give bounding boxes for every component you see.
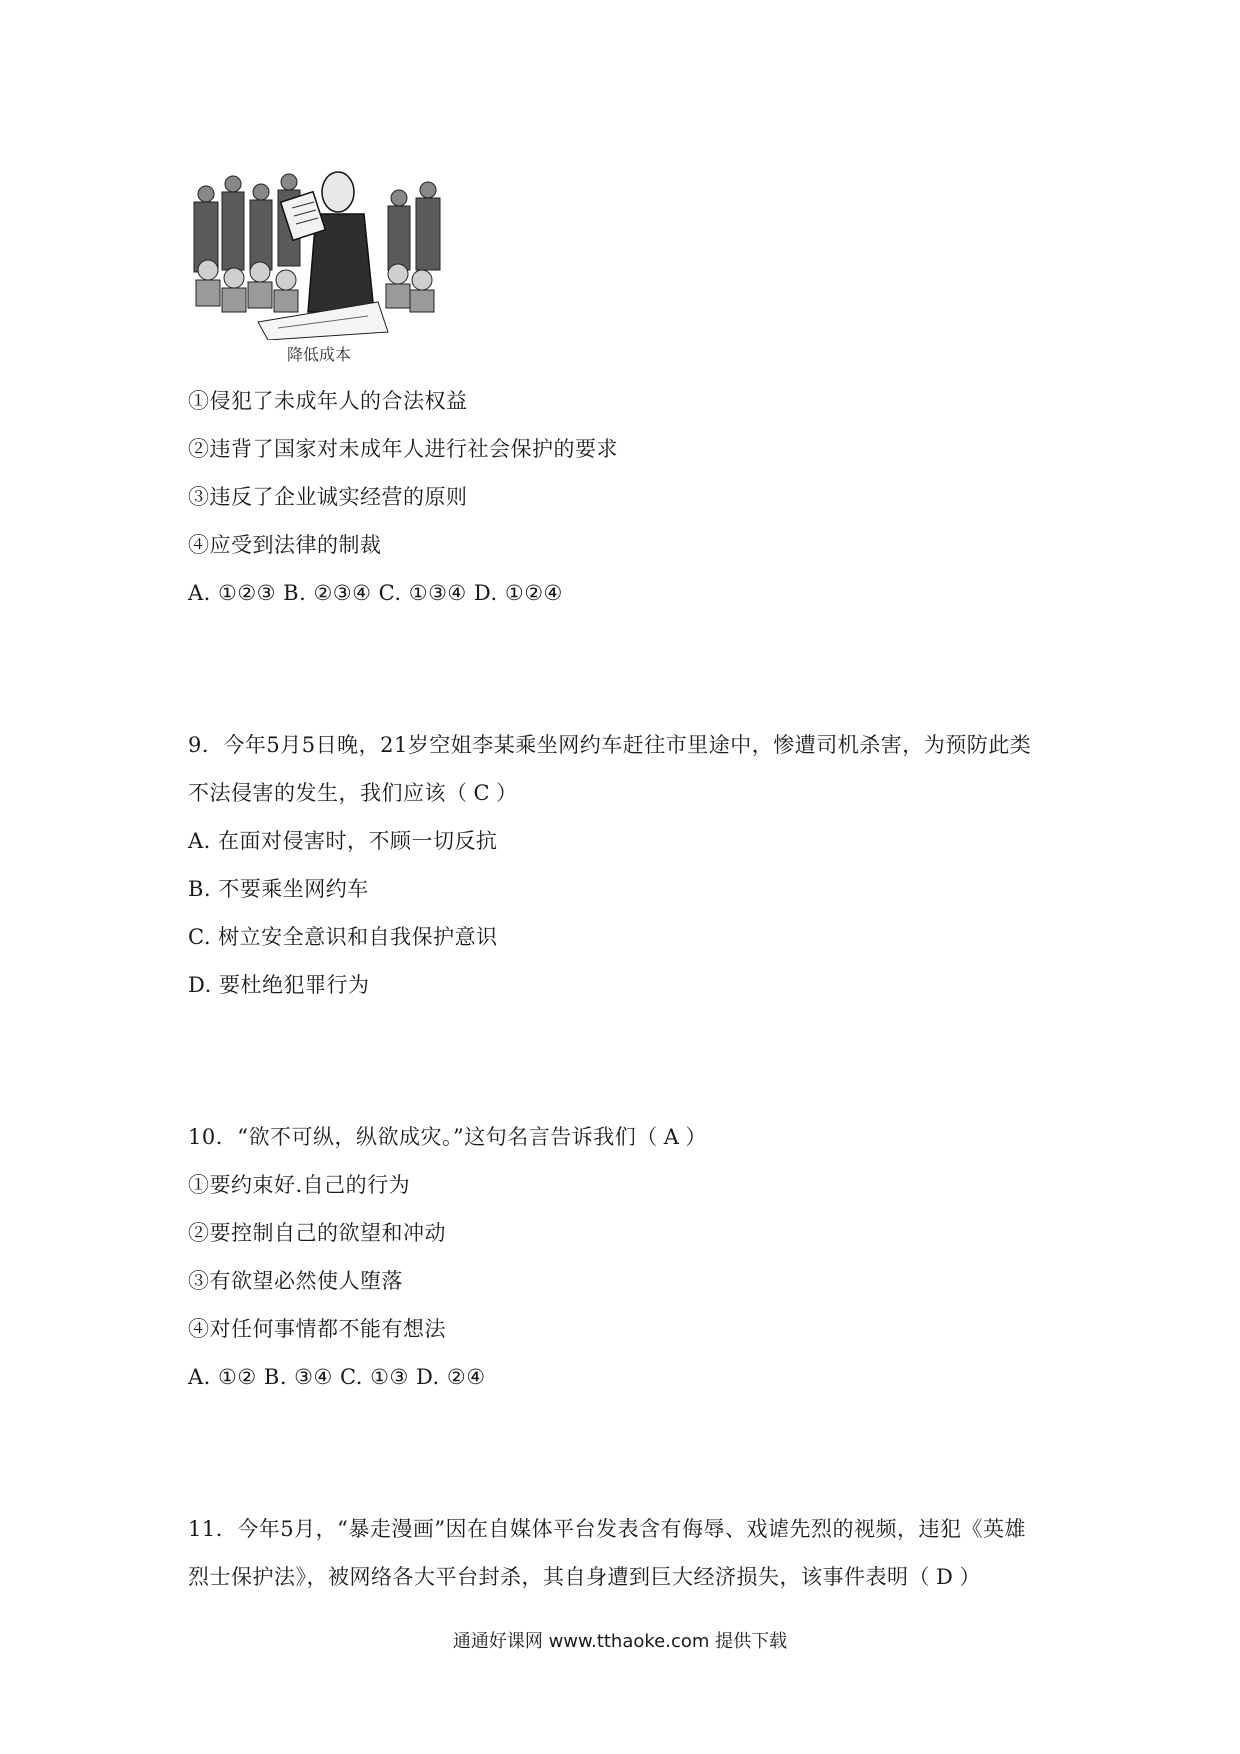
q9-stem-text: 不法侵害的发生，我们应该（ — [188, 781, 468, 805]
q8-option-2: ②违背了国家对未成年人进行社会保护的要求 — [188, 437, 618, 461]
q9-choice-a: A. 在面对侵害时，不顾一切反抗 — [188, 829, 498, 853]
q8-option-1: ①侵犯了未成年人的合法权益 — [188, 389, 468, 413]
q8-option-4: ④应受到法律的制裁 — [188, 533, 382, 557]
q10-option-2: ②要控制自己的欲望和冲动 — [188, 1221, 446, 1245]
q11-stem-text: 烈士保护法》，被网络各大平台封杀，其自身遭到巨大经济损失，该事件表明（ — [188, 1565, 930, 1589]
q10-option-1: ①要约束好.自己的行为 — [188, 1173, 411, 1197]
q9-choice-c: C. 树立安全意识和自我保护意识 — [188, 925, 498, 949]
q11-stem-line2 — [188, 1562, 981, 1592]
q10-option-4: ④对任何事情都不能有想法 — [188, 1317, 446, 1341]
page-footer: 通通好课网 www.tthaoke.com 提供下载 — [452, 1631, 788, 1652]
q10-stem — [188, 1122, 707, 1152]
q11-stem-line1: 11．今年5月，“暴走漫画”因在自媒体平台发表含有侮辱、戏谑先烈的视频，违犯《英雄 — [188, 1517, 1027, 1541]
q10-answer: A — [663, 1125, 680, 1149]
q9-choice-d: D. 要杜绝犯罪行为 — [188, 973, 370, 997]
q10-option-3: ③有欲望必然使人堕落 — [188, 1269, 403, 1293]
q9-stem-line2 — [188, 778, 518, 808]
q11-stem-close: ） — [959, 1565, 981, 1589]
cartoon-caption: 降低成本 — [286, 345, 351, 364]
q8-choices: A. ①②③ B. ②③④ C. ①③④ D. ①②④ — [188, 581, 563, 605]
q9-answer: C — [473, 781, 491, 805]
cartoon-illustration — [188, 162, 450, 372]
q8-option-3: ③违反了企业诚实经营的原则 — [188, 485, 468, 509]
q9-stem-line1: 9．今年5月5日晚，21岁空姐李某乘坐网约车赶往市里途中，惨遭司机杀害，为预防此类 — [188, 733, 1032, 757]
q9-choice-b: B. 不要乘坐网约车 — [188, 877, 369, 901]
q10-stem-text: 10．“欲不可纵，纵欲成灾。”这句名言告诉我们（ — [188, 1125, 658, 1149]
q11-answer: D — [936, 1565, 954, 1589]
q10-stem-close: ） — [685, 1125, 707, 1149]
cartoon-drawing — [188, 162, 450, 340]
q10-choices: A. ①② B. ③④ C. ①③ D. ②④ — [188, 1365, 486, 1389]
q9-stem-close: ） — [496, 781, 518, 805]
